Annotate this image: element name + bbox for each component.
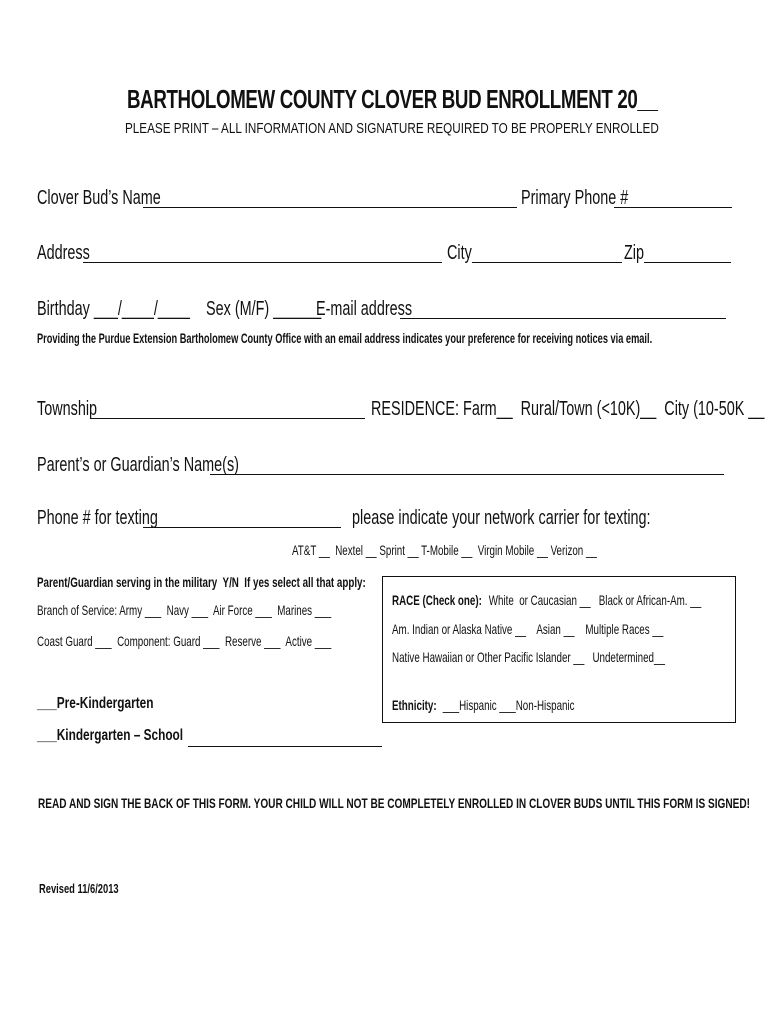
- township-field[interactable]: [91, 418, 365, 419]
- race-heading: RACE (Check one):: [392, 592, 482, 608]
- guardian-label: Parent’s or Guardian’s Name(s): [37, 454, 239, 476]
- sex-label: Sex (M/F) ______: [206, 298, 322, 320]
- signature-warning: READ AND SIGN THE BACK OF THIS FORM. YOUR CHILD WILL NOT BE COMPLETELY ENROLLED IN CLOVER BUDS UNTIL THIS FORM IS SIGNED!: [38, 795, 750, 811]
- email-field[interactable]: [400, 318, 726, 319]
- city-field[interactable]: [472, 262, 622, 263]
- guardian-field[interactable]: [210, 474, 724, 475]
- texting-phone-field[interactable]: [143, 527, 341, 528]
- military-heading: Parent/Guardian serving in the military Y/N If yes select all that apply:: [37, 574, 366, 590]
- kindergarten-option[interactable]: ___Kindergarten – School: [37, 727, 184, 744]
- city-label: City: [447, 242, 472, 264]
- ethnicity-options[interactable]: ___Hispanic ___Non-Hispanic: [440, 697, 575, 713]
- revision-date: Revised 11/6/2013: [39, 881, 119, 896]
- ethnicity-label: Ethnicity:: [392, 697, 437, 713]
- primary-phone-label: Primary Phone #: [521, 187, 629, 209]
- address-label: Address: [37, 242, 90, 264]
- birthday-label: Birthday ___/____/____: [37, 298, 190, 320]
- carrier-options[interactable]: AT&T __ Nextel __ Sprint __ T-Mobile __ Virgin Mobile __ Verizon __: [292, 542, 597, 558]
- zip-field[interactable]: [644, 262, 731, 263]
- form-subtitle: PLEASE PRINT – ALL INFORMATION AND SIGNATURE REQUIRED TO BE PROPERLY ENROLLED: [125, 120, 659, 137]
- primary-phone-field[interactable]: [614, 207, 732, 208]
- name-field[interactable]: [143, 207, 517, 208]
- prek-option[interactable]: ___Pre-Kindergarten: [37, 695, 154, 712]
- township-label: Township: [37, 398, 98, 420]
- school-field[interactable]: [188, 746, 382, 747]
- address-field[interactable]: [83, 262, 442, 263]
- carrier-prompt: please indicate your network carrier for texting:: [352, 507, 651, 529]
- race-options-line2[interactable]: Am. Indian or Alaska Native __ Asian __ Multiple Races __: [392, 621, 664, 637]
- form-title: BARTHOLOMEW COUNTY CLOVER BUD ENROLLMENT 20__: [127, 84, 658, 114]
- race-options-line3[interactable]: Native Hawaiian or Other Pacific Islander __ Undetermined__: [392, 649, 665, 665]
- email-label: E-mail address: [316, 298, 413, 320]
- texting-label: Phone # for texting: [37, 507, 158, 529]
- name-label: Clover Bud’s Name: [37, 187, 161, 209]
- email-note: Providing the Purdue Extension Bartholomew County Office with an email address indicates your preference for receiving notices via email.: [37, 330, 653, 346]
- residence-options[interactable]: RESIDENCE: Farm__ Rural/Town (<10K)__ City (10-50K __: [371, 398, 765, 420]
- military-component-options[interactable]: Coast Guard ___ Component: Guard ___ Reserve ___ Active ___: [37, 633, 332, 649]
- zip-label: Zip: [624, 242, 645, 264]
- military-branch-options[interactable]: Branch of Service: Army ___ Navy ___ Air Force ___ Marines ___: [37, 602, 332, 618]
- race-options-line1[interactable]: White or Caucasian __ Black or African-Am. __: [486, 592, 702, 608]
